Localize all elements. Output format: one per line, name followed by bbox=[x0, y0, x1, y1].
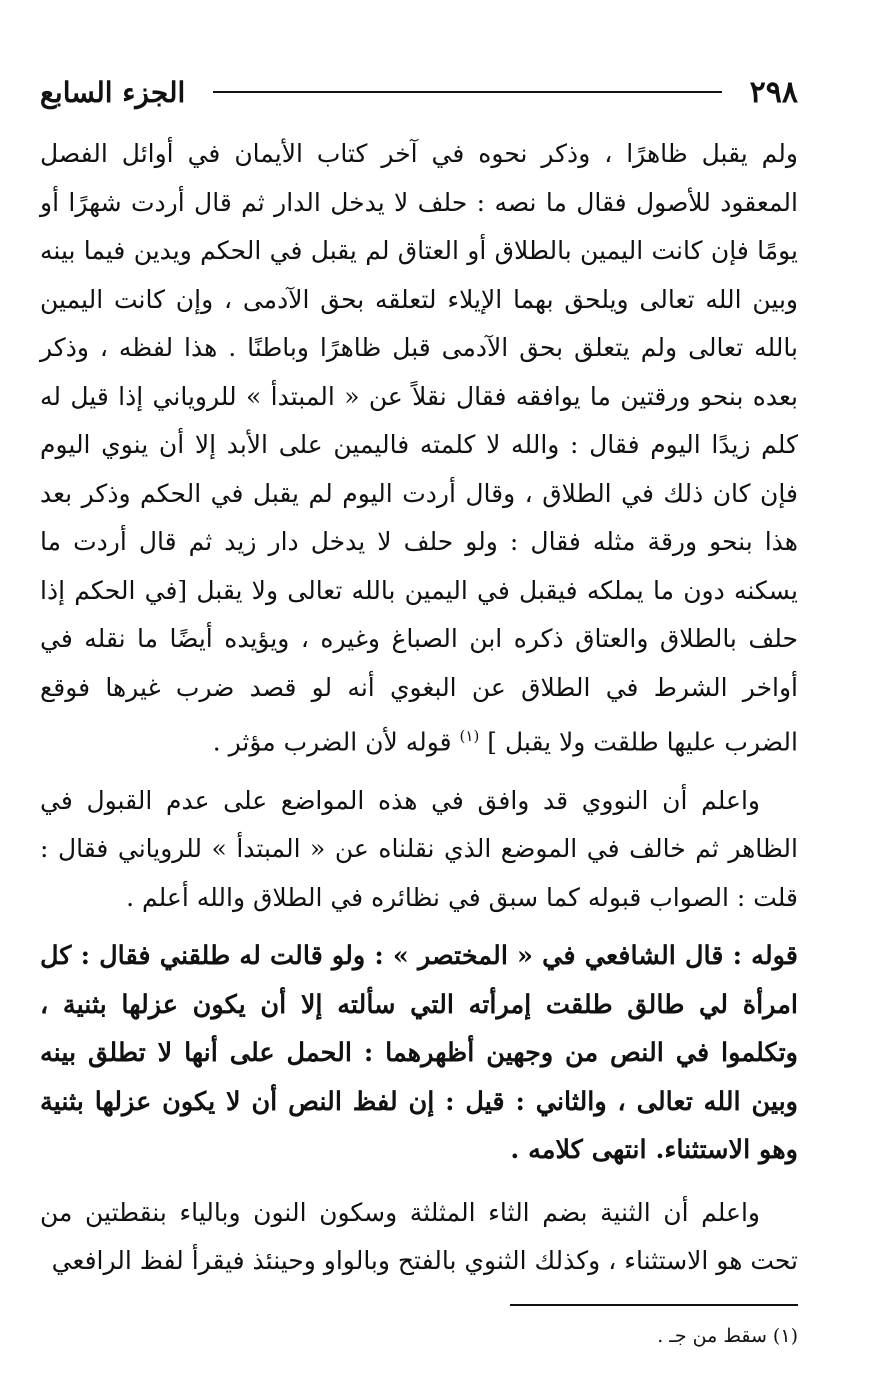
paragraph-1-text: ولم يقبل ظاهرًا ، وذكر نحوه في آخر كتاب الأيمان في أوائل الفصل المعقود للأصول فقال ما نصه : حلف لا يدخل الدار ثم قال أردت شهرًا أو يومًا فإن كانت اليمين بالطلاق أو العتاق لم يقبل في الحكم ويدين فيما بينه وبين الله تعالى ويلحق بهما الإيلاء لتعلقه بحق الآدمى ، وإن كانت اليمين بالله تعالى ولم يتعلق بحق الآدمى قبل ظاهرًا وباطنًا . هذا لفظه ، وذكر بعده بنحو ورقتين ما يوافقه فقال نقلاً عن « المبتدأ » للروياني إذا قيل له كلم زيدًا اليوم فقال : والله لا كلمته فاليمين على الأبد إلا أن ينوي اليوم فإن كان ذلك في الطلاق ، وقال أردت اليوم لم يقبل في الحكم وذكر بعد هذا بنحو ورقة مثله فقال : ولو حلف لا يدخل دار زيد ثم قال أردت ما يسكنه دون ما يملكه فيقبل في اليمين بالله تعالى ولا يقبل [في الحكم إذا حلف بالطلاق والعتاق ذكره ابن الصباغ وغيره ، ويؤيده أيضًا ما نقله في أواخر الشرط في الطلاق عن البغوي أنه لو قصد ضرب غيرها فوقع الضرب عليها طلقت ولا يقبل ] bbox=[40, 139, 798, 757]
quoted-passage: قوله : قال الشافعي في « المختصر » : ولو قالت له طلقني فقال : كل امرأة لي طالق طلقت إمرأته التي سألته إلا أن يكون عزلها بثنية ، وتكلموا في النص من وجهين أظهرهما : الحمل على أنها لا تطلق بينه وبين الله تعالى ، والثاني : قيل : إن لفظ النص أن لا يكون عزلها بثنية وهو الاستثناء. انتهى كلامه . bbox=[40, 941, 798, 1166]
paragraph-1-tail: قوله لأن الضرب مؤثر . bbox=[212, 727, 460, 757]
paragraph-4: واعلم أن الثنية بضم الثاء المثلثة وسكون النون وبالياء بنقطتين من تحت هو الاستثناء ، وكذلك الثنوي بالفتح وبالواو وحينئذ فيقرأ لفظ الرافعي bbox=[40, 1197, 798, 1276]
page-header bbox=[40, 60, 798, 124]
body-text bbox=[40, 130, 798, 1286]
footnote-marker: (١) bbox=[459, 727, 480, 745]
book-page bbox=[40, 60, 798, 1360]
header-rule bbox=[213, 91, 721, 93]
paragraph-1 bbox=[40, 130, 798, 767]
paragraph-2: واعلم أن النووي قد وافق في هذه المواضع على عدم القبول في الظاهر ثم خالف في الموضع الذي نقلناه عن « المبتدأ » للروياني فقال : قلت : الصواب قبوله كما سبق في نظائره في الطلاق والله أعلم . bbox=[40, 785, 798, 912]
footnote: (١) سقط من جـ . bbox=[657, 1324, 798, 1347]
footnote-separator-wrap bbox=[40, 1296, 798, 1306]
running-title: الجزء السابع bbox=[40, 75, 186, 109]
footnote-separator bbox=[510, 1304, 798, 1306]
page-number: ٢٩٨ bbox=[749, 74, 798, 110]
